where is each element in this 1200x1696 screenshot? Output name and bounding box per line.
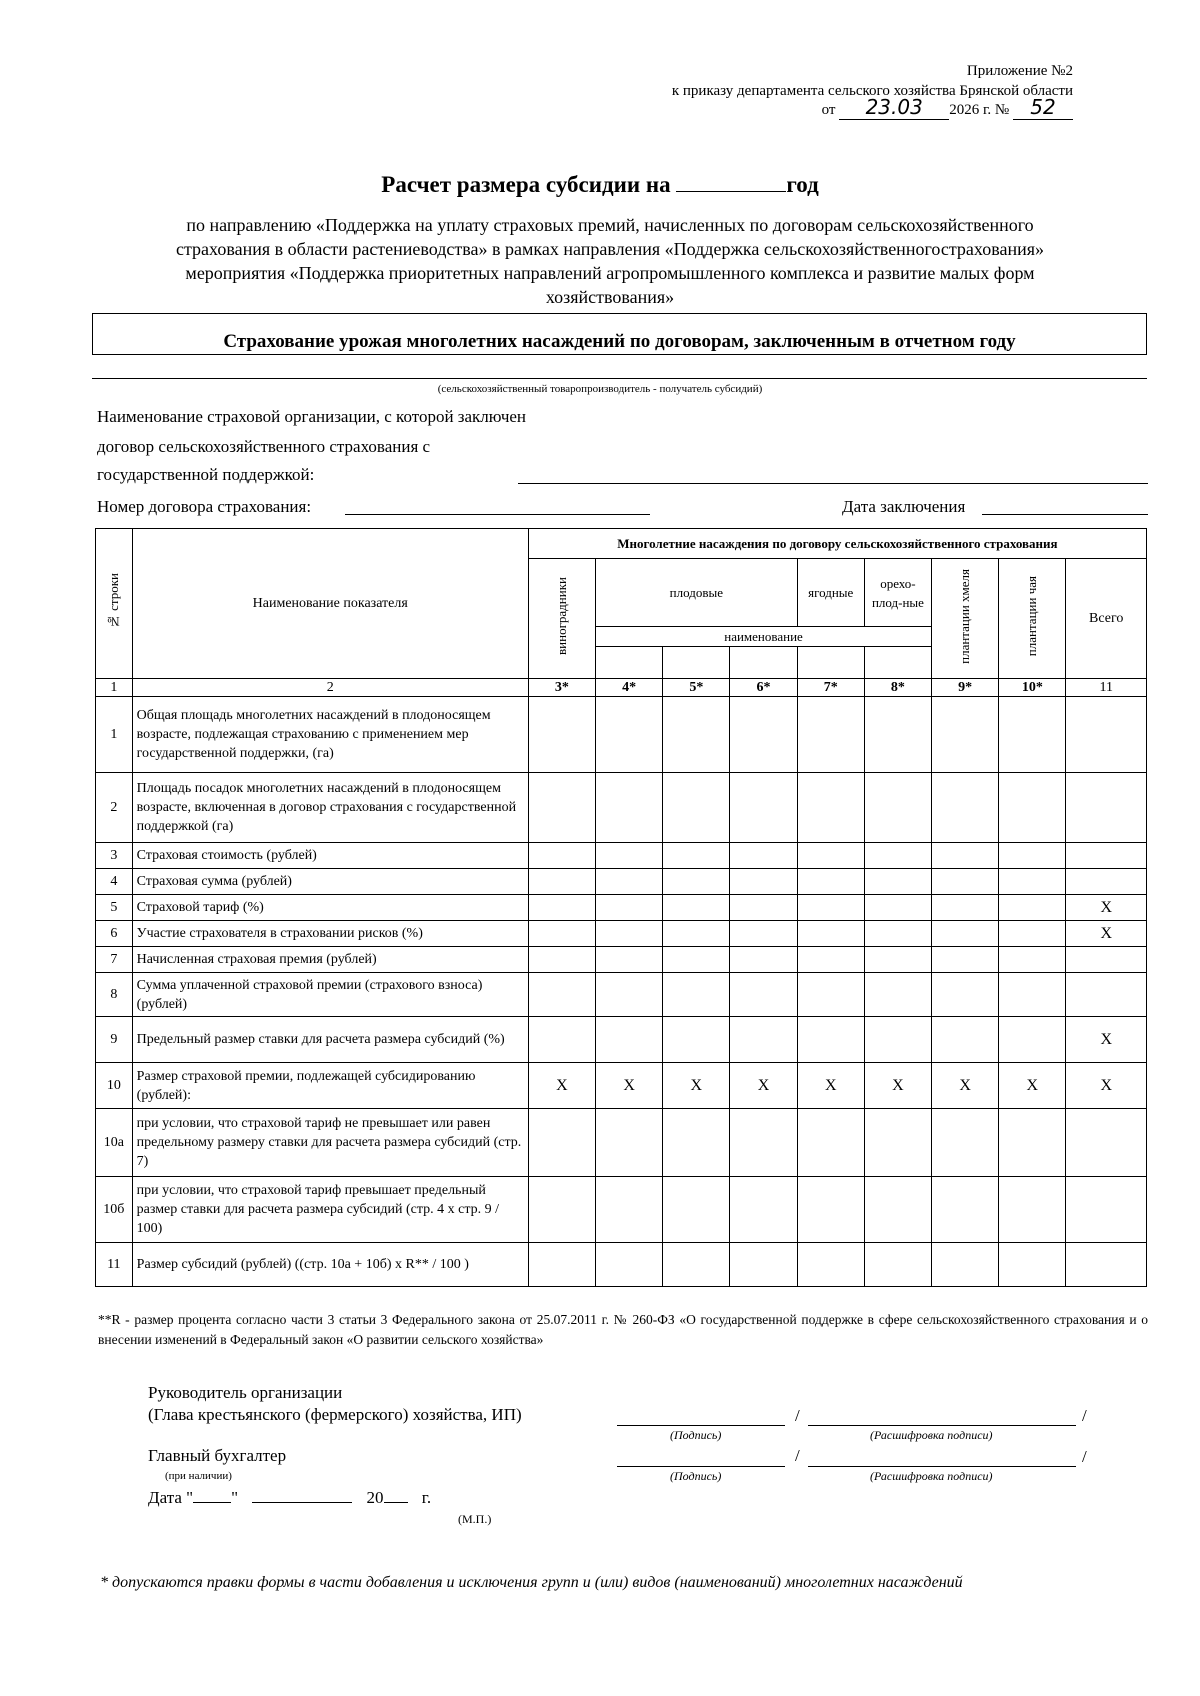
indicator-name: Размер страховой премии, подлежащей субсидированию (рублей): [132,1063,528,1109]
value-cell[interactable] [663,973,730,1017]
value-cell[interactable] [932,1017,999,1063]
value-cell[interactable] [999,895,1066,921]
value-cell[interactable] [730,1109,797,1177]
column-number: 1 [96,679,133,697]
header-tea [999,559,1066,679]
column-number: 9* [932,679,999,697]
value-cell[interactable] [730,1243,797,1287]
header-total: Всего [1066,559,1147,679]
date-prefix: от [821,102,836,118]
head-title: Руководитель организации [148,1383,343,1402]
name-subcell [596,647,663,679]
column-number: 6* [730,679,797,697]
value-cell[interactable] [1066,697,1147,773]
value-cell[interactable] [528,1243,595,1287]
value-cell[interactable] [663,869,730,895]
value-cell[interactable] [730,895,797,921]
table-row [96,1177,1147,1243]
value-cell[interactable] [864,1243,931,1287]
table-row [96,921,1147,947]
annex-label: Приложение №2 [966,63,1073,79]
x-mark-cell: X [1066,895,1147,921]
header-name-sub: наименование [596,627,932,647]
row-number: 10а [96,1109,133,1177]
row-number: 4 [96,869,133,895]
contract-number-input-line[interactable] [345,514,650,515]
table-row [96,1063,1147,1109]
value-cell[interactable] [663,921,730,947]
value-cell[interactable] [730,869,797,895]
footnote-r: **R - размер процента согласно части 3 статьи 3 Федерального закона от 25.07.2011 г. № 260-ФЗ «О государственной поддержке в сфере сельскохозяйственного страхования и о внесении изменений в Федеральный закон «О развитии сельского хозяйства» [98,1312,1148,1347]
value-cell[interactable] [528,869,595,895]
subsidy-calculation-table [95,528,1147,1287]
value-cell[interactable] [730,947,797,973]
value-cell[interactable] [528,895,595,921]
column-number: 3* [528,679,595,697]
row-number: 10б [96,1177,133,1243]
table-row [96,1243,1147,1287]
indicator-name: при условии, что страховой тариф превышает предельный размер ставки для расчета размера субсидий (стр. 4 x стр. 9 / 100) [132,1177,528,1243]
contract-date-input-line[interactable] [982,514,1148,515]
column-numbers-row [96,679,1147,697]
x-mark-cell: X [1066,1063,1147,1109]
value-cell[interactable] [730,843,797,869]
intro-line: страхования в области растениеводства» в рамках направления «Поддержка сельскохозяйственногострахования» [175,239,1045,259]
slash: / [795,1446,800,1465]
row-number: 11 [96,1243,133,1287]
date-year-blank[interactable] [384,1502,408,1503]
header-indicator-name: Наименование показателя [132,529,528,679]
column-number: 5* [663,679,730,697]
x-mark-cell: X [864,1063,931,1109]
indicator-name: Участие страхователя в страховании рисков (%) [132,921,528,947]
table-row [96,773,1147,843]
value-cell[interactable] [864,1177,931,1243]
value-cell[interactable] [864,869,931,895]
tea-text: плантации чая [1024,575,1040,657]
value-cell[interactable] [797,895,864,921]
value-cell[interactable] [864,1109,931,1177]
value-cell[interactable] [528,1017,595,1063]
row-number: 1 [96,697,133,773]
value-cell[interactable] [932,1177,999,1243]
contract-date-label: Дата заключения [842,497,966,516]
order-reference: к приказу департамента сельского хозяйства Брянской области [671,83,1073,99]
value-cell[interactable] [663,947,730,973]
value-cell[interactable] [797,1017,864,1063]
value-cell[interactable] [663,1177,730,1243]
value-cell[interactable] [596,1109,663,1177]
head-subtitle: (Глава крестьянского (фермерского) хозяйства, ИП) [148,1405,522,1424]
value-cell[interactable] [1066,843,1147,869]
intro-line: хозяйствования» [545,287,675,307]
indicator-name: Страховой тариф (%) [132,895,528,921]
table-row [96,1017,1147,1063]
boxed-title-text: Страхование урожая многолетних насаждений по договорам, заключенным в отчетном году [223,331,1016,352]
value-cell[interactable] [864,843,931,869]
date-g: г. [421,1488,432,1507]
value-cell[interactable] [663,1109,730,1177]
value-cell[interactable] [999,921,1066,947]
value-cell[interactable] [596,973,663,1017]
value-cell[interactable] [596,773,663,843]
indicator-name: Страховая стоимость (рублей) [132,843,528,869]
indicator-name: Начисленная страховая премия (рублей) [132,947,528,973]
value-cell[interactable] [864,1017,931,1063]
value-cell[interactable] [596,895,663,921]
header-hops [932,559,999,679]
row-number: 3 [96,843,133,869]
value-cell[interactable] [1066,1109,1147,1177]
value-cell[interactable] [864,947,931,973]
value-cell[interactable] [864,773,931,843]
value-cell[interactable] [797,1177,864,1243]
value-cell[interactable] [596,947,663,973]
value-cell[interactable] [730,1177,797,1243]
header-fruit: плодовые [596,559,798,627]
value-cell[interactable] [797,773,864,843]
value-cell[interactable] [528,773,595,843]
column-number: 10* [999,679,1066,697]
row-number-header-text: № строки [105,572,121,630]
vineyards-text: виноградники [553,577,569,655]
value-cell[interactable] [999,1109,1066,1177]
value-cell[interactable] [797,869,864,895]
value-cell[interactable] [797,973,864,1017]
value-cell[interactable] [663,1243,730,1287]
x-mark-cell: X [730,1063,797,1109]
table-row [96,869,1147,895]
value-cell[interactable] [864,697,931,773]
row-number: 9 [96,1017,133,1063]
table-row [96,895,1147,921]
value-cell[interactable] [797,1243,864,1287]
x-mark-cell: X [932,1063,999,1109]
value-cell[interactable] [797,697,864,773]
decode-caption: (Расшифровка подписи) [870,1428,993,1442]
value-cell[interactable] [730,921,797,947]
title-year-word: год [786,172,819,197]
date-day-blank[interactable] [193,1502,231,1503]
header-nut: орехо-плод-ные [864,559,931,627]
value-cell[interactable] [932,869,999,895]
name-subcell [864,647,931,679]
value-cell[interactable] [596,869,663,895]
value-cell[interactable] [730,1017,797,1063]
indicator-name: при условии, что страховой тариф не превышает или равен предельному размеру ставки для расчета размера субсидий (стр. 7) [132,1109,528,1177]
value-cell[interactable] [864,973,931,1017]
row-number: 7 [96,947,133,973]
date-month-blank[interactable] [252,1502,352,1503]
value-cell[interactable] [932,843,999,869]
column-number: 2 [132,679,528,697]
accountant-title: Главный бухгалтер [148,1446,287,1465]
page-title [0,172,1200,198]
date-line [148,1488,431,1508]
decode-caption: (Расшифровка подписи) [870,1469,993,1483]
date-label: Дата " [148,1488,194,1507]
row-number: 2 [96,773,133,843]
table-row [96,1109,1147,1177]
value-cell[interactable] [528,843,595,869]
if-any-note: (при наличии) [165,1470,232,1482]
x-mark-cell: X [528,1063,595,1109]
table-row [96,697,1147,773]
value-cell[interactable] [1066,973,1147,1017]
value-cell[interactable] [1066,1243,1147,1287]
value-cell[interactable] [999,947,1066,973]
value-cell[interactable] [999,843,1066,869]
value-cell[interactable] [999,869,1066,895]
table-row [96,947,1147,973]
stamp-place: (М.П.) [458,1512,492,1526]
bottom-note: * допускаются правки формы в части добавления и исключения групп и (или) видов (наименований) многолетних насаждений [100,1574,963,1591]
hops-text: плантации хмеля [957,568,973,664]
indicator-name: Сумма уплаченной страховой премии (страхового взноса) (рублей) [132,973,528,1017]
intro-line: по направлению «Поддержка на уплату страховых премий, начисленных по договорам сельскохозяйственного [186,215,1034,235]
value-cell[interactable] [663,895,730,921]
head-signature-line[interactable] [617,1425,785,1426]
value-cell[interactable] [528,1109,595,1177]
value-cell[interactable] [932,973,999,1017]
name-subcell [730,647,797,679]
header-vineyards [528,559,595,679]
handwritten-date-field [839,95,949,120]
x-mark-cell: X [596,1063,663,1109]
row-number: 8 [96,973,133,1017]
value-cell[interactable] [864,895,931,921]
group-header: Многолетние насаждения по договору сельскохозяйственного страхования [528,529,1146,559]
value-cell[interactable] [1066,1177,1147,1243]
boxed-section-title [92,313,1147,355]
slash: / [795,1406,800,1425]
value-cell[interactable] [999,1017,1066,1063]
intro-line: мероприятия «Поддержка приоритетных направлений агропромышленного комплекса и развитие малых форм [185,263,1035,283]
indicator-name: Страховая сумма (рублей) [132,869,528,895]
value-cell[interactable] [596,1243,663,1287]
header-row-number [96,529,133,679]
x-mark-cell: X [1066,921,1147,947]
value-cell[interactable] [999,773,1066,843]
date-year-prefix: 20 [366,1488,384,1507]
column-number: 11 [1066,679,1147,697]
value-cell[interactable] [1066,869,1147,895]
value-cell[interactable] [528,947,595,973]
value-cell[interactable] [864,921,931,947]
value-cell[interactable] [797,947,864,973]
value-cell[interactable] [999,697,1066,773]
insurer-input-line[interactable] [518,483,1148,484]
indicator-name: Размер субсидий (рублей) ((стр. 10а + 10б) x R** / 100 ) [132,1243,528,1287]
value-cell[interactable] [596,697,663,773]
head-decode-line[interactable] [808,1425,1076,1426]
value-cell[interactable] [730,697,797,773]
contract-number-label: Номер договора страхования: [97,497,312,516]
row-number: 6 [96,921,133,947]
title-text: Расчет размера субсидии на [381,172,671,197]
intro-paragraph [130,213,1090,309]
handwritten-number: 52 [1030,95,1056,119]
date-quote: " [231,1488,239,1507]
row-number: 5 [96,895,133,921]
year-number-label: 2026 г. № [949,102,1010,118]
signature-caption: (Подпись) [670,1469,722,1483]
value-cell[interactable] [730,973,797,1017]
value-cell[interactable] [797,1109,864,1177]
indicator-name: Площадь посадок многолетних насаждений в плодоносящем возрасте, включенная в договор страхования с государственной поддержкой (га) [132,773,528,843]
insurer-label-line: договор сельскохозяйственного страхования с [97,437,431,456]
order-date-line [821,95,1073,120]
column-number: 4* [596,679,663,697]
column-number: 8* [864,679,931,697]
indicator-name: Общая площадь многолетних насаждений в плодоносящем возрасте, подлежащая страхованию с применением мер государственной поддержки, (га) [132,697,528,773]
table-row [96,843,1147,869]
recipient-caption: (сельскохозяйственный товаропроизводитель - получатель субсидий) [437,383,763,395]
slash: / [1082,1406,1087,1425]
insurer-label-line: Наименование страховой организации, с которой заключен [97,407,527,426]
x-mark-cell: X [1066,1017,1147,1063]
value-cell[interactable] [596,1017,663,1063]
name-subcell [797,647,864,679]
recipient-line [92,378,1147,379]
value-cell[interactable] [596,1177,663,1243]
indicator-name: Предельный размер ставки для расчета размера субсидий (%) [132,1017,528,1063]
row-number: 10 [96,1063,133,1109]
value-cell[interactable] [663,697,730,773]
value-cell[interactable] [999,973,1066,1017]
value-cell[interactable] [663,843,730,869]
column-number: 7* [797,679,864,697]
value-cell[interactable] [932,947,999,973]
value-cell[interactable] [1066,773,1147,843]
value-cell[interactable] [663,1017,730,1063]
value-cell[interactable] [999,1243,1066,1287]
year-blank [676,173,786,192]
value-cell[interactable] [932,773,999,843]
value-cell[interactable] [528,1177,595,1243]
value-cell[interactable] [932,697,999,773]
value-cell[interactable] [528,697,595,773]
x-mark-cell: X [999,1063,1066,1109]
value-cell[interactable] [932,921,999,947]
accountant-decode-line[interactable] [808,1466,1076,1467]
value-cell[interactable] [596,921,663,947]
value-cell[interactable] [528,973,595,1017]
handwritten-date: 23.03 [865,95,923,119]
value-cell[interactable] [528,921,595,947]
value-cell[interactable] [730,773,797,843]
value-cell[interactable] [797,921,864,947]
value-cell[interactable] [1066,947,1147,973]
value-cell[interactable] [932,1109,999,1177]
value-cell[interactable] [932,1243,999,1287]
x-mark-cell: X [797,1063,864,1109]
value-cell[interactable] [797,843,864,869]
slash: / [1082,1447,1087,1466]
signature-caption: (Подпись) [670,1428,722,1442]
handwritten-number-field [1013,95,1073,120]
header-berry: ягодные [797,559,864,627]
accountant-signature-line[interactable] [617,1466,785,1467]
value-cell[interactable] [663,773,730,843]
x-mark-cell: X [663,1063,730,1109]
table-row [96,973,1147,1017]
value-cell[interactable] [932,895,999,921]
name-subcell [663,647,730,679]
value-cell[interactable] [999,1177,1066,1243]
insurer-label-line: государственной поддержкой: [97,465,315,484]
value-cell[interactable] [596,843,663,869]
